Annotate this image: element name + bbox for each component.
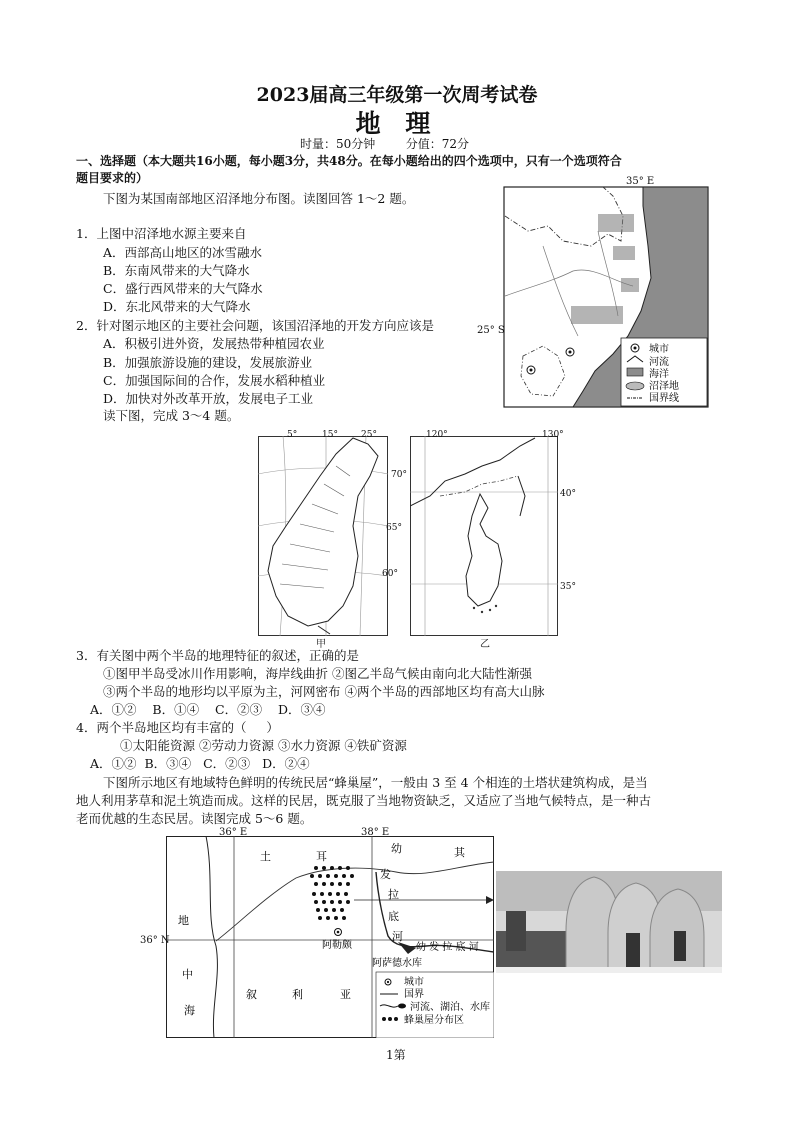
q2-option-a: A．积极引进外资，发展热带种植园农业	[103, 336, 325, 351]
passage-line-2: 地人利用茅草和泥土筑造而成。这样的民居，既克服了当地物资缺乏，又适应了当地气候特点，是一种古	[76, 793, 652, 808]
q1-option-d: D．东北风带来的大气降水	[103, 299, 251, 314]
q4-options: A．①② B．③④ C．②③ D．②④	[90, 756, 310, 771]
jia-lat-70: 70°	[391, 470, 407, 480]
peninsula-map-jia	[258, 436, 388, 636]
yi-label: 乙	[480, 639, 490, 650]
map1-lat-label: 25° S	[477, 325, 505, 336]
map3-legend-city: 城市	[404, 977, 424, 988]
yi-lon-120: 120°	[426, 430, 448, 440]
page-number: 1第	[386, 1048, 406, 1062]
map3-lat-36: 36° N	[140, 935, 170, 946]
map3-lon-36: 36° E	[219, 827, 248, 838]
subject-title: 地 理	[355, 109, 439, 138]
label-qi: 其	[454, 846, 465, 859]
jia-lon-15: 15°	[322, 430, 338, 440]
label-euph-1: 发	[380, 868, 391, 881]
q2-option-c: C．加强国际间的合作，发展水稻种植业	[103, 373, 326, 388]
q3-options: A．①② B．①④ C．②③ D．③④	[90, 702, 326, 717]
map3-legend-water: 河流、湖泊、水库	[410, 1002, 490, 1013]
legend-ocean: 海洋	[649, 369, 669, 380]
q1-stem: 1．上图中沼泽地水源主要来自	[76, 226, 247, 241]
q3-statements-2: ③两个半岛的地形均以平原为主，河网密布 ④两个半岛的西部地区均有高大山脉	[103, 684, 545, 699]
map3-legend-beehive: 蜂巢屋分布区	[404, 1015, 464, 1026]
peninsula-map-yi	[410, 436, 558, 636]
map3-legend-border: 国界	[404, 989, 424, 1000]
q1-option-b: B．东南风带来的大气降水	[103, 263, 250, 278]
section-heading: 一、选择题（本大题共16小题，每小题3分，共48分。在每小题给出的四个选项中，只有一个选项符合	[76, 154, 622, 168]
legend-river: 河流	[649, 357, 669, 368]
label-syria-1: 叙	[246, 988, 257, 1001]
label-aleppo: 阿勒颇	[322, 940, 352, 951]
q4-statements: ①太阳能资源 ②劳动力资源 ③水力资源 ④铁矿资源	[120, 738, 407, 753]
passage-line-3: 老而优越的生态民居。读图完成 5～6 题。	[76, 811, 313, 826]
q2-option-d: D．加快对外改革开放，发展电子工业	[103, 391, 314, 406]
map3-lon-38: 38° E	[361, 827, 390, 838]
label-er: 耳	[316, 850, 327, 863]
exam-meta: 时量：50分钟 分值：72分	[300, 137, 470, 151]
label-hai: 海	[184, 1004, 195, 1017]
section-heading-cont: 题目要求的）	[76, 171, 149, 185]
legend-city: 城市	[649, 344, 669, 355]
legend-marsh: 沼泽地	[649, 381, 679, 392]
exam-title: 2023届高三年级第一次周考试卷	[256, 84, 538, 106]
q4-stem: 4．两个半岛地区均有丰富的（ ）	[76, 720, 279, 735]
q2-option-b: B．加强旅游设施的建设，发展旅游业	[103, 355, 313, 370]
passage-line-1: 下图所示地区有地域特色鲜明的传统民居“蜂巢屋”，一般由 3 至 4 个相连的土塔状建筑构成，是当	[103, 775, 648, 790]
jia-lat-60: 60°	[382, 569, 398, 579]
q1-option-c: C．盛行西风带来的大气降水	[103, 281, 263, 296]
jia-lon-25: 25°	[361, 430, 377, 440]
label-euph-3: 底	[388, 910, 399, 923]
jia-lat-65: 65°	[386, 523, 402, 533]
beehive-house-photo	[496, 871, 722, 973]
label-syria-3: 亚	[340, 988, 351, 1001]
label-euph-2: 拉	[388, 888, 399, 901]
marsh-map	[503, 186, 709, 408]
q3-statements-1: ①图甲半岛受冰川作用影响，海岸线曲折 ②图乙半岛气候由南向北大陆性渐强	[103, 666, 532, 681]
syria-map	[166, 836, 494, 1038]
label-euph-4: 河	[392, 930, 403, 943]
label-di: 地	[178, 914, 189, 927]
yi-lat-40: 40°	[560, 489, 576, 499]
label-syria-2: 利	[292, 988, 303, 1001]
label-assad: 阿萨德水库	[372, 958, 422, 969]
label-you: 幼	[391, 842, 402, 855]
q1-option-a: A．西部高山地区的冰雪融水	[103, 245, 263, 260]
intro-q3-4: 读下图，完成 3～4 题。	[103, 408, 240, 423]
q2-stem: 2．针对图示地区的主要社会问题，该国沼泽地的开发方向应该是	[76, 318, 434, 333]
legend-border: 国界线	[649, 393, 679, 404]
label-euph-horizontal: 幼 发 拉 底 河	[416, 942, 479, 953]
jia-lon-5: 5°	[287, 430, 298, 440]
map1-lon-label: 35° E	[626, 176, 655, 187]
label-zhong: 中	[182, 968, 193, 981]
intro-q1-2: 下图为某国南部地区沼泽地分布图。读图回答 1～2 题。	[103, 191, 415, 206]
yi-lon-130: 130°	[542, 430, 564, 440]
label-tu: 土	[260, 850, 271, 863]
yi-lat-35: 35°	[560, 582, 576, 592]
jia-label: 甲	[316, 639, 326, 650]
q3-stem: 3．有关图中两个半岛的地理特征的叙述，正确的是	[76, 648, 359, 663]
